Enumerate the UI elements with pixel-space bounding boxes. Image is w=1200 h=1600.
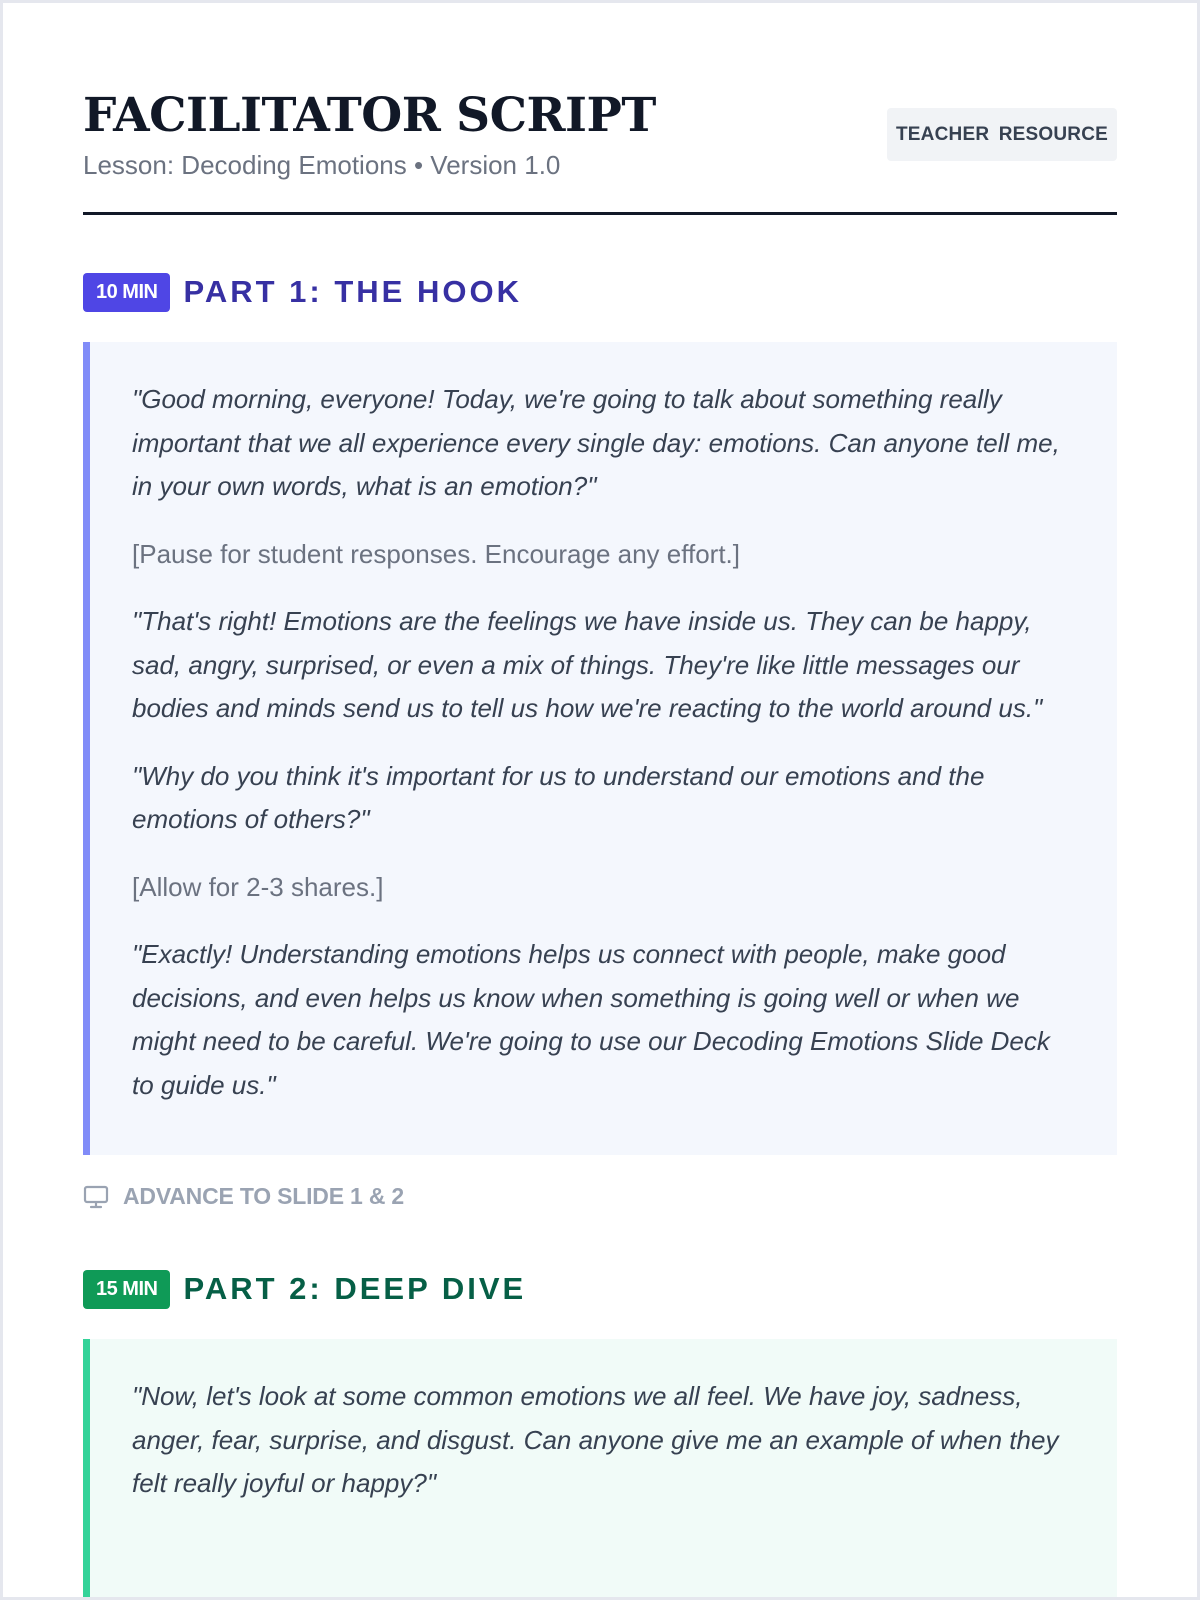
script-box-part-2	[83, 1339, 1117, 1600]
script-quote: "Good morning, everyone! Today, we're going to talk about something really important that we all experience every single day: emotions. Can anyone tell me, in your own words, what is an emotion?"	[132, 384, 1060, 501]
stage-direction: [Pause for student responses. Encourage any effort.]	[132, 538, 741, 569]
script-quote: "That's right! Emotions are the feelings we have inside us. They can be happy, sad, angry, surprised, or even a mix of things. They're like little messages our bodies and minds send us to tell us how we're reacting to the world around us."	[132, 606, 1043, 723]
slide-cue-label: ADVANCE TO SLIDE 1 & 2	[123, 1183, 405, 1209]
script-box-part-1	[83, 342, 1117, 1155]
slide-cue	[83, 1183, 1117, 1210]
section-title: PART 1: THE HOOK	[183, 274, 522, 309]
section-heading-part-2	[83, 1269, 1117, 1309]
script-quote: "Why do you think it's important for us to understand our emotions and the emotions of others?"	[132, 760, 985, 834]
document-subtitle: Lesson: Decoding Emotions • Version 1.0	[83, 150, 561, 180]
document-header	[83, 87, 1117, 215]
section-heading-part-1	[83, 272, 1117, 312]
script-quote: "Exactly! Understanding emotions helps us connect with people, make good decisions, and even helps us know when something is going well or when we might need to be careful. We're going to use our Decoding Emotions Slide Deck to guide us."	[132, 939, 1050, 1100]
script-quote: "Now, let's look at some common emotions we all feel. We have joy, sadness, anger, fear, surprise, and disgust. Can anyone give me an example of when they felt really joyful or happy?"	[132, 1381, 1059, 1498]
time-badge: 10 MIN	[83, 273, 170, 312]
stage-direction: [Allow for 2-3 shares.]	[132, 871, 384, 902]
document-title: FACILITATOR SCRIPT	[83, 88, 656, 143]
teacher-resource-badge: TEACHER RESOURCE	[887, 108, 1117, 161]
monitor-icon	[83, 1185, 109, 1209]
time-badge: 15 MIN	[83, 1270, 170, 1309]
section-title: PART 2: DEEP DIVE	[183, 1271, 527, 1306]
